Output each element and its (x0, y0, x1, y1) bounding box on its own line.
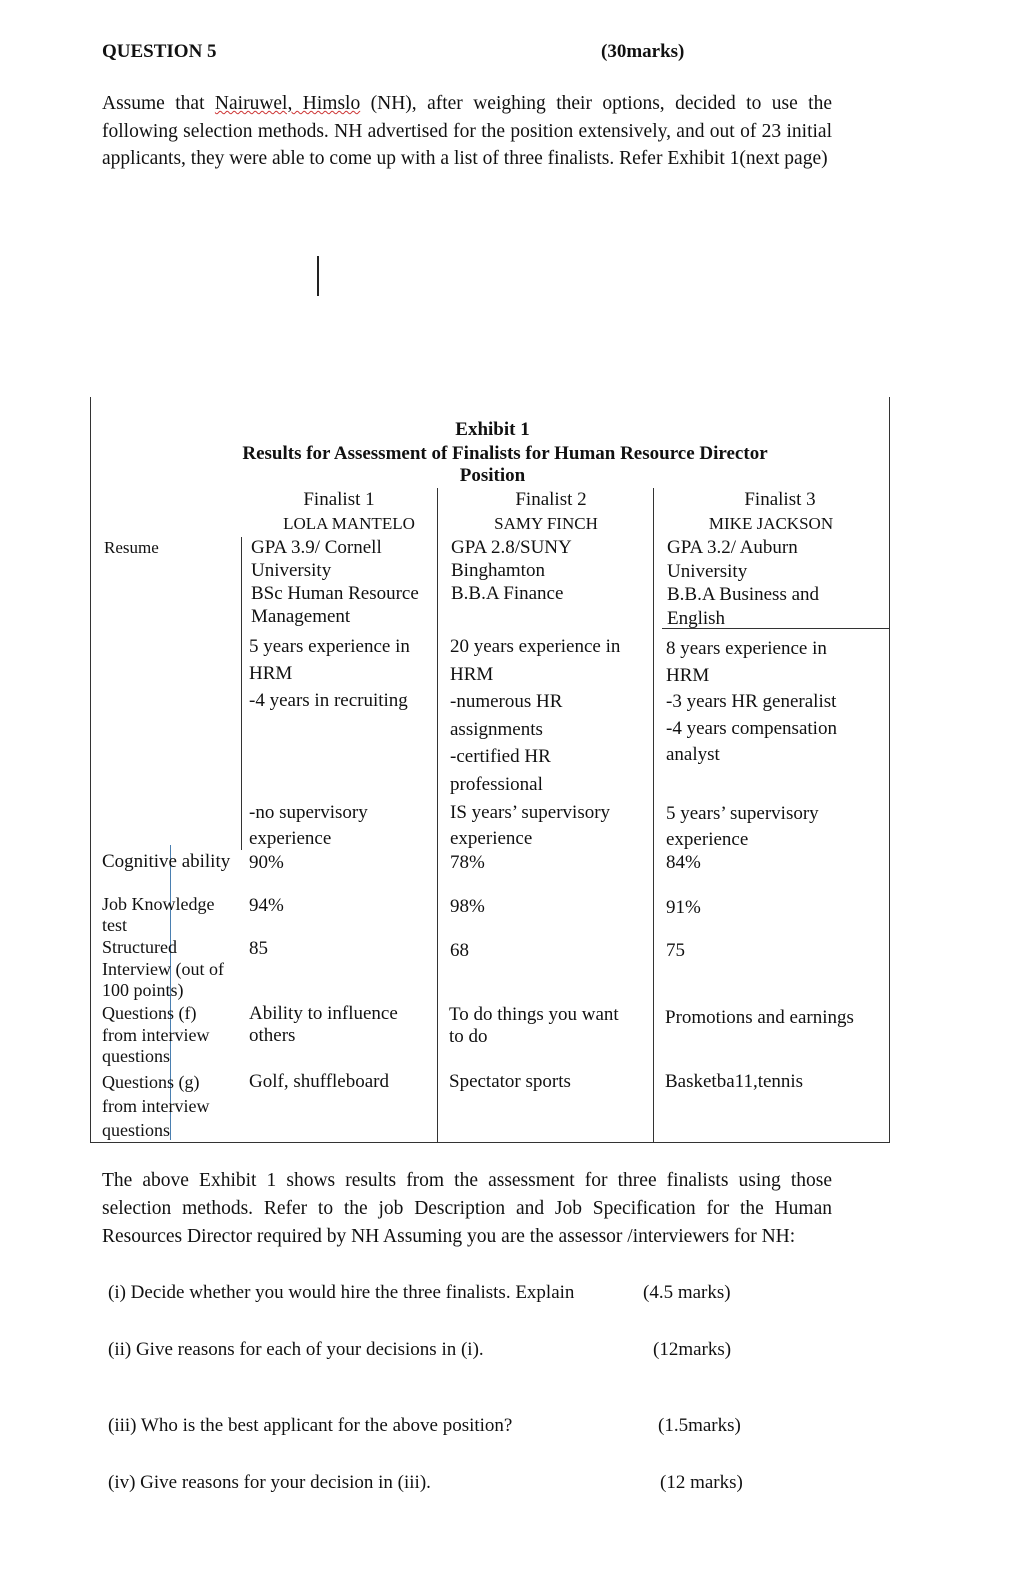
finalist-2-supervisory: IS years’ supervisory experience (450, 802, 611, 849)
task-iii-marks: (1.5marks) (658, 1415, 741, 1436)
finalist-3-supervisory: 5 years’ supervisory experience (666, 803, 819, 850)
col-divider (437, 488, 438, 1143)
finalist-2-experience: 20 years experience in HRM -numerous HR assignments -certified HR professional (450, 636, 621, 795)
task-i: (i) Decide whether you would hire the three finalists. Explain (108, 1282, 575, 1303)
finalist-2-questions-g: Spectator sports (449, 1071, 571, 1092)
finalist-3-questions-g: Basketba11,tennis (665, 1071, 804, 1092)
text-cursor (317, 256, 319, 296)
exhibit-subtitle-2: Position (459, 465, 526, 486)
finalist-3-cognitive: 84% (666, 852, 701, 873)
finalist-1-experience: 5 years experience in HRM -4 years in recruiting (249, 636, 410, 711)
finalist-2-name: SAMY FINCH (494, 514, 598, 533)
question-title: QUESTION 5 (102, 41, 217, 62)
finalist-1-questions-g: Golf, shuffleboard (249, 1071, 390, 1092)
finalist-3-experience: 8 years experience in HRM -3 years HR generalist -4 years compensation analyst (666, 638, 837, 765)
task-ii: (ii) Give reasons for each of your decisions in (i). (108, 1339, 484, 1360)
finalist-1-questions-f: Ability to influence others (249, 1003, 398, 1046)
finalist-2-interview: 68 (450, 940, 469, 961)
row-label-job-knowledge: Job Knowledge test (102, 894, 215, 935)
finalist-1-interview: 85 (249, 938, 268, 959)
row-label-questions-g: Questions (g) from interview questions (102, 1072, 210, 1140)
finalist-3-resume: GPA 3.2/ Auburn University B.B.A Business and English (667, 537, 820, 629)
finalist-3-name: MIKE JACKSON (708, 514, 834, 533)
row-label-cognitive: Cognitive ability (102, 851, 231, 872)
table-border-bottom (90, 1142, 890, 1143)
task-iv: (iv) Give reasons for your decision in (iii). (108, 1472, 431, 1493)
col-divider (653, 488, 654, 1143)
question-marks: (30marks) (601, 41, 685, 62)
table-border-left (90, 397, 91, 1143)
finalist-1-label: Finalist 1 (303, 489, 375, 510)
table-border-right (889, 397, 890, 1143)
finalist-1-name: LOLA MANTELO (283, 514, 415, 533)
finalist-3-job-knowledge: 91% (666, 897, 701, 918)
finalist-1-cognitive: 90% (249, 852, 284, 873)
finalist-1-job-knowledge: 94% (249, 895, 284, 916)
finalist-3-questions-f: Promotions and earnings (665, 1007, 854, 1028)
task-ii-marks: (12marks) (653, 1339, 732, 1360)
task-iii: (iii) Who is the best applicant for the above position? (108, 1415, 513, 1436)
finalist-3-interview: 75 (666, 940, 685, 961)
finalist-2-cognitive: 78% (450, 852, 485, 873)
finalist-2-questions-f: To do things you want to do (449, 1004, 619, 1047)
finalist-1-resume: GPA 3.9/ Cornell University BSc Human Resource Management (251, 537, 419, 627)
finalist-2-job-knowledge: 98% (450, 896, 485, 917)
finalist-2-resume: GPA 2.8/SUNY Binghamton B.B.A Finance (451, 537, 572, 604)
finalist-2-label: Finalist 2 (515, 489, 587, 510)
task-iv-marks: (12 marks) (660, 1472, 743, 1493)
row-label-resume: Resume (104, 538, 159, 557)
exhibit-subtitle: Results for Assessment of Finalists for Human Resource Director (242, 443, 768, 464)
finalist-3-label: Finalist 3 (744, 489, 816, 510)
closing-paragraph: The above Exhibit 1 shows results from the assessment for three finalists using those selection methods. Refer to the job Description and Job Specification for the Human Resources Director required by NH Assuming you are the assessor /interviewers for NH: (102, 1170, 832, 1247)
row-label-questions-f: Questions (f) from interview questions (102, 1003, 210, 1066)
intro-paragraph (102, 90, 832, 173)
company-name: Nairuwel, Himslo (214, 93, 361, 114)
exhibit-title: Exhibit 1 (455, 419, 530, 440)
intro-post: (NH), after weighing their options, decided to use the following selection methods. NH advertised for the position extensively, and out of 23 initial applicants, they were able to come up with a list of three finalists. Refer Exhibit 1(next page) (102, 93, 832, 169)
finalist-1-supervisory: -no supervisory experience (249, 802, 368, 849)
intro-pre: Assume that (102, 93, 215, 114)
col-divider (241, 537, 242, 850)
task-i-marks: (4.5 marks) (643, 1282, 731, 1303)
row-label-interview: Structured Interview (out of 100 points) (102, 937, 224, 1000)
